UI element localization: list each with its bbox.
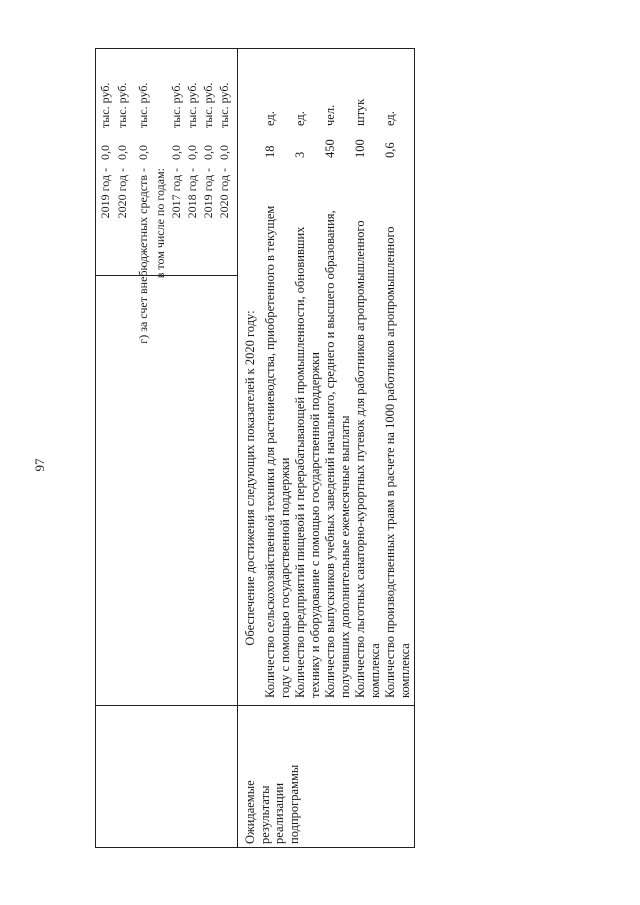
indicator-unit: ед. xyxy=(263,111,277,126)
finance-unit: тыс. руб. xyxy=(185,82,199,128)
indicator-text: году с помощью государственной поддержки xyxy=(277,457,292,698)
indicator-text: Количество льготных санаторно-курортных путевок для работников агропромышленного xyxy=(353,220,367,698)
indicator-unit: ед. xyxy=(383,111,397,126)
indicator-text: получивших дополнительные ежемесячные выплаты xyxy=(337,415,352,698)
label-line: подпрограммы xyxy=(286,764,301,844)
finance-row xyxy=(200,48,216,268)
finance-unit: тыс. руб. xyxy=(136,82,150,128)
indicators-header: Обеспечение достижения следующих показателей к 2020 году: xyxy=(243,310,257,646)
indicator-value: 100 xyxy=(353,139,367,158)
finance-row xyxy=(135,48,151,344)
finance-row xyxy=(114,48,130,268)
finance-label: г) за счет внебюджетных средств - xyxy=(136,168,150,344)
label-line: реализации xyxy=(272,782,286,844)
indicator-unit: ед. xyxy=(293,111,307,126)
indicator-value: 3 xyxy=(293,151,307,158)
finance-value: 0,0 xyxy=(136,145,150,160)
label-line: результаты xyxy=(257,785,272,844)
indicator-text: Количество производственных травм в расчете на 1000 работников агропромышленного xyxy=(383,226,397,698)
indicator-text: Количество предприятий пищевой и перерабатывающей промышленности, обновивших xyxy=(293,226,307,698)
rotated-table-sheet xyxy=(95,48,415,848)
label-line: Ожидаемые xyxy=(243,780,257,844)
column-divider xyxy=(95,705,415,706)
indicator-value: 0,6 xyxy=(383,142,397,158)
finance-value: 0,0 xyxy=(169,145,183,160)
finance-row xyxy=(184,48,200,268)
indicator-value: 450 xyxy=(323,139,337,158)
finance-row xyxy=(97,48,113,268)
table-border-top xyxy=(95,48,96,848)
finance-unit: тыс. руб. xyxy=(217,82,231,128)
finance-unit: тыс. руб. xyxy=(115,82,129,128)
finance-label: 2020 год - xyxy=(115,168,129,219)
finance-label: 2017 год - xyxy=(169,168,183,219)
indicator-text: Количество выпускников учебных заведений начального, среднего и высшего образования, xyxy=(323,210,337,698)
finance-value: 0,0 xyxy=(115,145,129,160)
indicator-item xyxy=(353,220,382,698)
finance-row xyxy=(216,48,232,268)
indicator-text: комплекса xyxy=(397,643,412,698)
program-table xyxy=(95,48,415,848)
finance-label: 2020 год - xyxy=(217,168,231,219)
finance-unit: тыс. руб. xyxy=(201,82,215,128)
finance-row xyxy=(152,48,168,279)
finance-unit: тыс. руб. xyxy=(98,82,112,128)
finance-label: 2019 год - xyxy=(201,168,215,219)
table-border-left xyxy=(95,847,415,848)
finance-value: 0,0 xyxy=(201,145,215,160)
indicator-item xyxy=(263,205,292,698)
finance-value: 0,0 xyxy=(217,145,231,160)
indicator-unit: чел. xyxy=(323,104,337,126)
indicator-text: технику и оборудование с помощью государственной поддержки xyxy=(307,352,322,698)
indicator-text: Количество сельскохозяйственной техники для растениеводства, приобретенного в текущем xyxy=(263,205,277,698)
indicator-value: 18 xyxy=(263,145,277,158)
finance-unit: тыс. руб. xyxy=(169,82,183,128)
finance-label: 2018 год - xyxy=(185,168,199,219)
indicator-item xyxy=(293,226,322,698)
row-divider xyxy=(237,48,238,848)
finance-value: 0,0 xyxy=(98,145,112,160)
indicator-text: комплекса xyxy=(367,643,382,698)
indicator-item xyxy=(323,210,352,698)
finance-value: 0,0 xyxy=(185,145,199,160)
finance-label: в том числе по годам: xyxy=(153,168,167,279)
page-number: 97 xyxy=(32,458,47,472)
finance-label: 2019 год - xyxy=(98,168,112,219)
indicator-unit: штук xyxy=(353,98,367,126)
finance-row xyxy=(168,48,184,268)
expected-results-label xyxy=(243,712,301,844)
table-border-bottom xyxy=(414,48,415,848)
indicator-item xyxy=(383,226,412,698)
